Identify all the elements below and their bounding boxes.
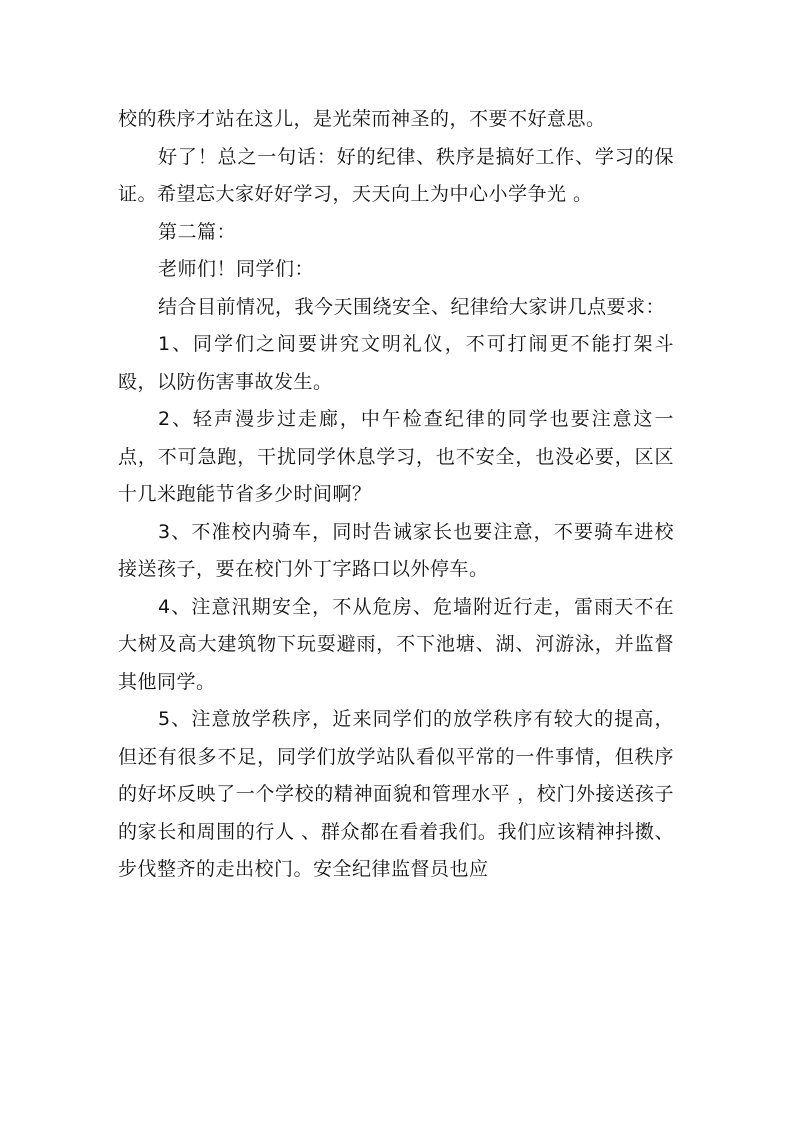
paragraph-intro: 结合目前情况，我今天围绕安全、纪律给大家讲几点要求：	[158, 295, 666, 318]
list-item-3: 3、不准校内骑车，同时告诫家长也要注意，不要骑车进校接送孩子，要在校门外丁字路口以外停车。	[118, 520, 674, 580]
list-item-1: 1、同学们之间要讲究文明礼仪，不可打闹更不能打架斗殴，以防伤害事故发生。	[118, 333, 674, 393]
list-item-4: 4、注意汛期安全，不从危房、危墙附近行走，雷雨天不在大树及高大建筑物下玩耍避雨，不下池塘、湖、河游泳，并监督其他同学。	[118, 595, 674, 693]
document-body	[118, 101, 674, 889]
list-item-2: 2、轻声漫步过走廊，中午检查纪律的同学也要注意这一点，不可急跑，干扰同学休息学习，也不安全，也没必要，区区十几米跑能节省多少时间啊？	[118, 408, 674, 505]
section-heading: 第二篇：	[158, 220, 237, 243]
salutation: 老师们！同学们：	[158, 258, 315, 280]
paragraph-1: 校的秩序才站在这儿，是光荣而神圣的，不要不好意思。	[118, 108, 606, 130]
list-item-5: 5、注意放学秩序，近来同学们的放学秩序有较大的提高，但还有很多不足，同学们放学站队看似平常的一件事情，但秩序的好坏反映了一个学校的精神面貌和管理水平 ，校门外接送孩子的家长和周围的行人 、群众都在看着我们。我们应该精神抖擞、步伐整齐的走出校门。安全纪律监督员也应	[118, 708, 674, 880]
paragraph-2: 好了！总之一句话：好的纪律、秩序是搞好工作、学习的保证。希望忘大家好好学习，天天向上为中心小学争光 。	[118, 145, 674, 205]
